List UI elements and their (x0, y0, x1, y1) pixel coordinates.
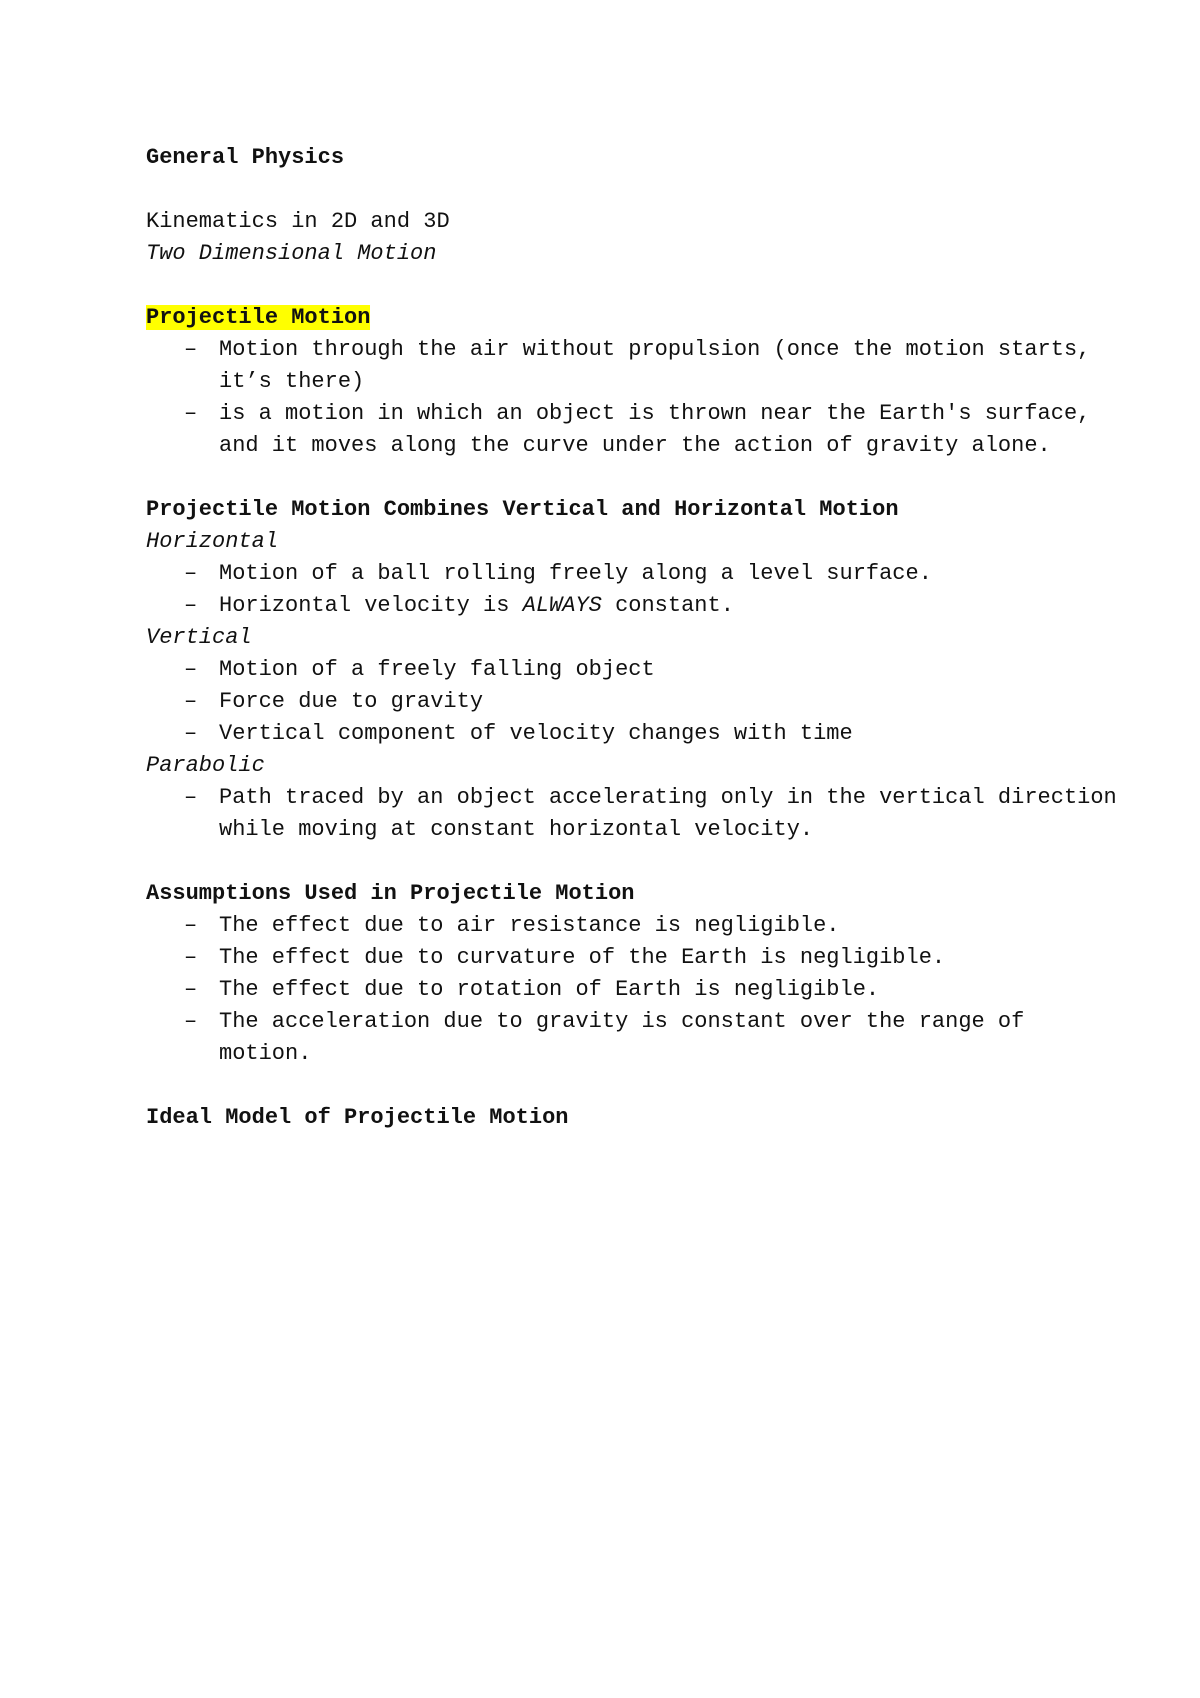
list-item (146, 718, 1119, 750)
emphasis-always: ALWAYS (522, 593, 602, 618)
combines-heading: Projectile Motion Combines Vertical and Horizontal Motion (146, 497, 899, 522)
topic-title: Kinematics in 2D and 3D (146, 209, 450, 234)
projectile-heading (146, 302, 1106, 334)
horizontal-label: Horizontal (146, 529, 279, 554)
horizontal-list (146, 558, 1106, 622)
spacer (146, 462, 1106, 494)
list-item-text: Motion of a freely falling object (219, 657, 655, 682)
list-item (146, 974, 1119, 1006)
dash-bullet: – (184, 561, 198, 586)
ideal-model-heading: Ideal Model of Projectile Motion (146, 1105, 569, 1130)
list-item-text: is a motion in which an object is thrown near the Earth's surface, and it moves along the curve under the action of gravity alone. (219, 401, 1091, 458)
list-item (146, 654, 1119, 686)
list-item (146, 334, 1119, 398)
dash-bullet: – (184, 945, 198, 970)
list-item (146, 398, 1119, 462)
list-item-text: The effect due to air resistance is negligible. (219, 913, 840, 938)
dash-bullet: – (184, 657, 198, 682)
dash-bullet: – (184, 721, 198, 746)
list-item (146, 590, 1119, 622)
list-item (146, 1006, 1119, 1070)
list-item (146, 942, 1119, 974)
parabolic-list (146, 782, 1117, 846)
parabolic-label: Parabolic (146, 753, 265, 778)
spacer (146, 174, 1106, 206)
list-item-text: Motion through the air without propulsion (once the motion starts, it’s there) (219, 337, 1091, 394)
list-item (146, 558, 1119, 590)
spacer (146, 1070, 1106, 1102)
dash-bullet: – (184, 337, 198, 362)
horizontal-velocity-post: constant. (601, 593, 734, 618)
dash-bullet: – (184, 401, 198, 426)
vertical-label: Vertical (146, 625, 252, 650)
vertical-list (146, 654, 1106, 750)
highlighted-heading: Projectile Motion (146, 305, 371, 330)
spacer (146, 846, 1106, 878)
dash-bullet: – (184, 785, 198, 810)
list-item-text: Force due to gravity (219, 689, 484, 714)
list-item (146, 782, 1119, 846)
list-item (146, 910, 1119, 942)
dash-bullet: – (184, 593, 198, 618)
dash-bullet: – (184, 913, 198, 938)
horizontal-velocity-pre: Horizontal velocity is (219, 593, 523, 618)
dash-bullet: – (184, 977, 198, 1002)
subtopic-title: Two Dimensional Motion (146, 241, 437, 266)
list-item-text: Vertical component of velocity changes with time (219, 721, 853, 746)
assumptions-heading: Assumptions Used in Projectile Motion (146, 881, 635, 906)
list-item-text: Path traced by an object accelerating only in the vertical direction while moving at constant horizontal velocity. (219, 785, 1117, 842)
list-item-text: The effect due to rotation of Earth is negligible. (219, 977, 880, 1002)
dash-bullet: – (184, 689, 198, 714)
list-item-text: The acceleration due to gravity is constant over the range of motion. (219, 1009, 1025, 1066)
dash-bullet: – (184, 1009, 198, 1034)
list-item-text: The effect due to curvature of the Earth is negligible. (219, 945, 946, 970)
list-item-text: Motion of a ball rolling freely along a level surface. (219, 561, 932, 586)
projectile-list (146, 334, 1106, 462)
assumptions-list (146, 910, 1106, 1070)
spacer (146, 270, 1106, 302)
course-title: General Physics (146, 145, 345, 170)
document-page (146, 142, 1117, 1134)
list-item (146, 686, 1119, 718)
